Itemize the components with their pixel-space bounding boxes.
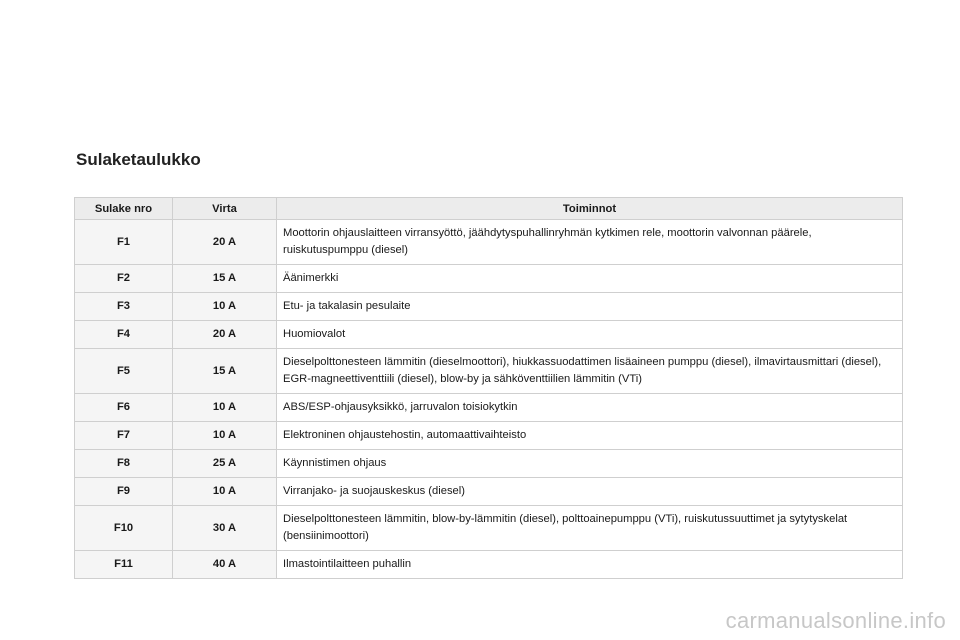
fuse-function: Dieselpolttonesteen lämmitin (dieselmoottori), hiukkassuodattimen lisäaineen pumppu (diesel), ilmavirtausmittari (diesel), EGR-magneettiventtiili (diesel), blow-by ja sähköventtiilien lämmitin (VTi) (277, 349, 903, 394)
fuse-number: F7 (75, 422, 173, 450)
fuse-function: Huomiovalot (277, 321, 903, 349)
fuse-current: 20 A (173, 220, 277, 265)
fuse-number: F9 (75, 478, 173, 506)
fuse-number: F5 (75, 349, 173, 394)
table-row (75, 321, 903, 349)
fuse-function: Ilmastointilaitteen puhallin (277, 551, 903, 579)
table-row (75, 293, 903, 321)
fuse-number: F6 (75, 394, 173, 422)
table-row (75, 220, 903, 265)
fuse-current: 30 A (173, 506, 277, 551)
fuse-function: Virranjako- ja suojauskeskus (diesel) (277, 478, 903, 506)
fuse-current: 20 A (173, 321, 277, 349)
table-row (75, 450, 903, 478)
fuse-number: F8 (75, 450, 173, 478)
fuse-function: Etu- ja takalasin pesulaite (277, 293, 903, 321)
table-row (75, 506, 903, 551)
fuse-current: 40 A (173, 551, 277, 579)
fuse-number: F3 (75, 293, 173, 321)
fuse-function: Moottorin ohjauslaitteen virransyöttö, jäähdytyspuhallinryhmän kytkimen rele, moottorin valvonnan päärele, ruiskutuspumppu (diesel) (277, 220, 903, 265)
fuse-function: Käynnistimen ohjaus (277, 450, 903, 478)
fuse-number: F2 (75, 265, 173, 293)
header-current: Virta (173, 198, 277, 220)
page-title: Sulaketaulukko (76, 150, 201, 169)
fuse-number: F4 (75, 321, 173, 349)
header-fuse-number: Sulake nro (75, 198, 173, 220)
table-row (75, 394, 903, 422)
fuse-current: 10 A (173, 394, 277, 422)
table-row (75, 349, 903, 394)
fuse-current: 10 A (173, 478, 277, 506)
fuse-number: F11 (75, 551, 173, 579)
fuse-current: 15 A (173, 349, 277, 394)
table-row (75, 551, 903, 579)
table-row (75, 422, 903, 450)
fuse-current: 10 A (173, 422, 277, 450)
watermark-text: carmanualsonline.info (725, 608, 946, 633)
table-row (75, 265, 903, 293)
fuse-function: Elektroninen ohjaustehostin, automaattivaihteisto (277, 422, 903, 450)
fuse-current: 15 A (173, 265, 277, 293)
fuse-number: F1 (75, 220, 173, 265)
header-functions: Toiminnot (277, 198, 903, 220)
fuse-function: Dieselpolttonesteen lämmitin, blow-by-lämmitin (diesel), polttoainepumppu (VTi), ruiskutussuuttimet ja sytytyskelat (bensiinimoottori) (277, 506, 903, 551)
fuse-function: Äänimerkki (277, 265, 903, 293)
fuse-current: 25 A (173, 450, 277, 478)
fuse-table (74, 197, 903, 579)
fuse-function: ABS/ESP-ohjausyksikkö, jarruvalon toisiokytkin (277, 394, 903, 422)
fuse-current: 10 A (173, 293, 277, 321)
fuse-number: F10 (75, 506, 173, 551)
table-header-row (75, 198, 903, 220)
table-row (75, 478, 903, 506)
